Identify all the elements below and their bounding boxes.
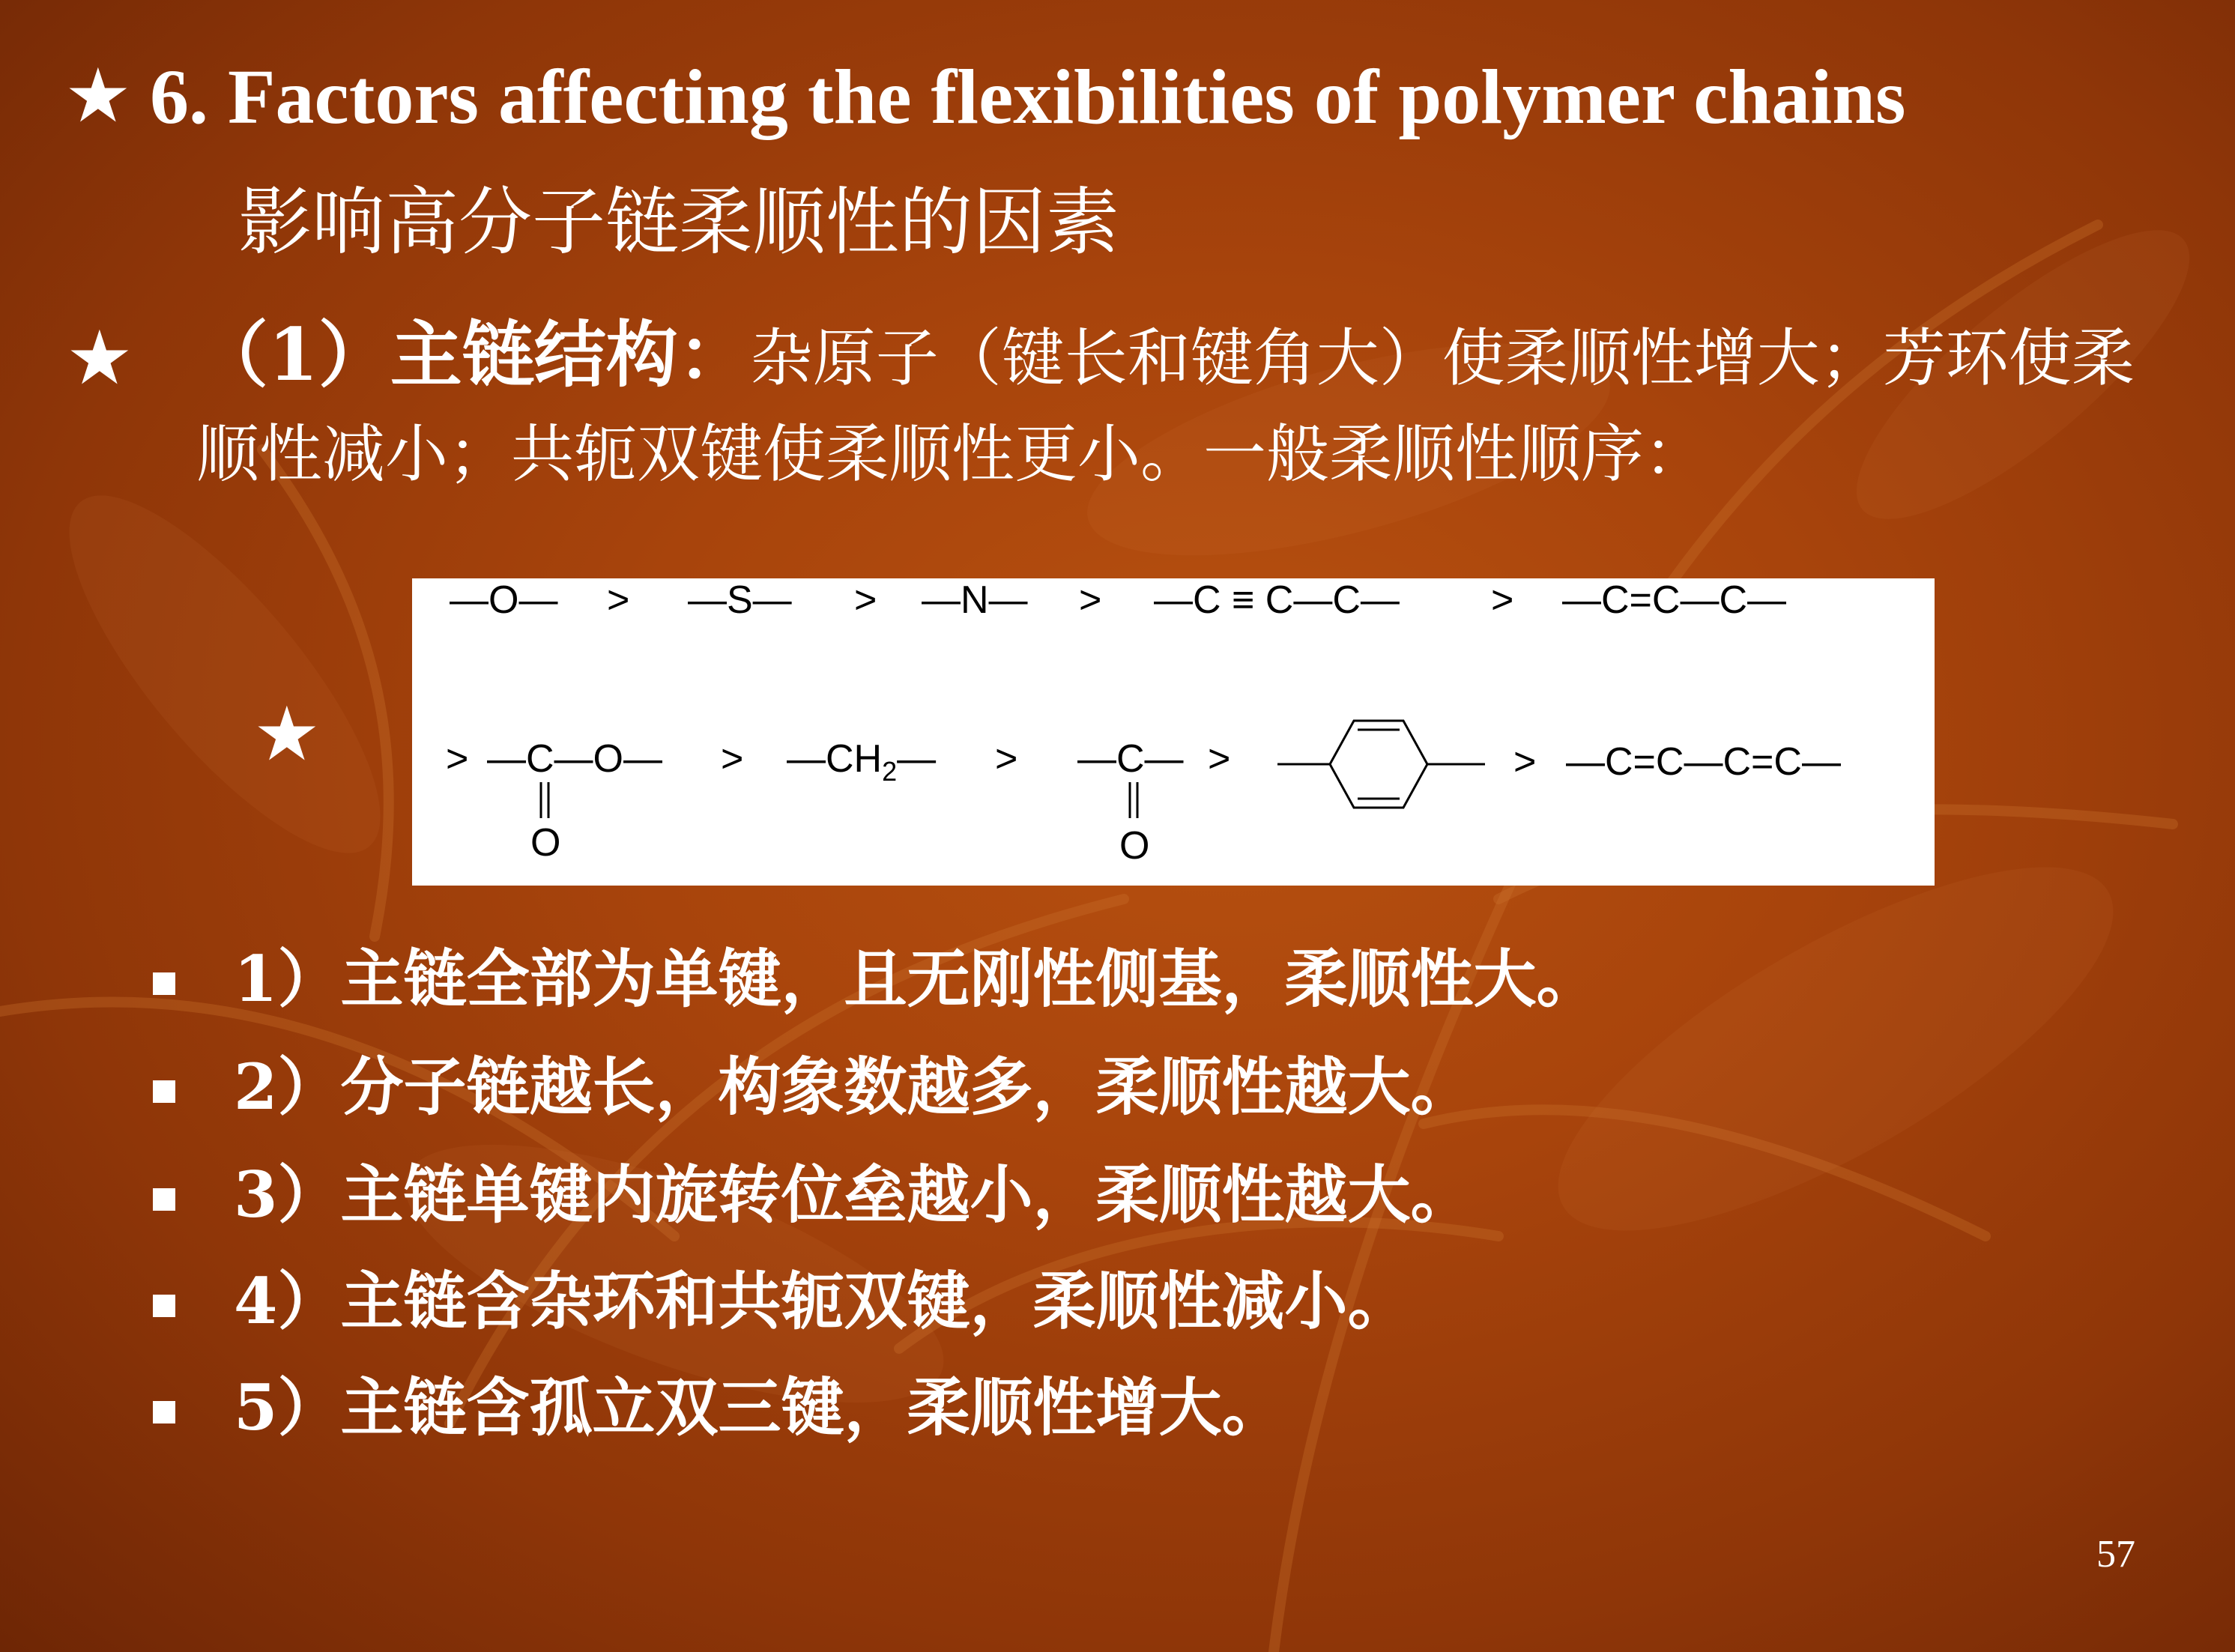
- bullet-text: 3）主链单键内旋转位垒越小，柔顺性越大。: [234, 1158, 1474, 1232]
- square-bullet-icon: [153, 1188, 175, 1211]
- black-star-icon: ★: [64, 52, 132, 139]
- conjugated-diene-linkage: —C=C—C=C—: [1566, 740, 1841, 784]
- slide-title: 6. Factors affecting the flexibilities of polymer chains: [150, 54, 1906, 140]
- greater-than-sign: >: [854, 578, 877, 622]
- bullet-text: 4）主链含杂环和共轭双键，柔顺性减小。: [234, 1264, 1411, 1338]
- bullet-text: 2）分子链越长，构象数越多，柔顺性越大。: [234, 1050, 1474, 1124]
- amine-linkage: —N—: [922, 578, 1028, 622]
- section-lead: （1）主链结构：: [196, 312, 750, 397]
- greater-than-sign: >: [1208, 737, 1231, 781]
- ketone-carbonyl-oxygen: O: [1119, 824, 1150, 868]
- greater-than-sign: >: [721, 737, 744, 781]
- greater-than-sign: >: [446, 737, 469, 781]
- thioether-linkage: —S—: [688, 578, 792, 622]
- greater-than-sign: >: [1491, 578, 1514, 622]
- greater-than-sign: >: [995, 737, 1018, 781]
- section-main-chain-structure: [196, 307, 2189, 502]
- formula-row-1: [450, 578, 1786, 622]
- section-text: 杂原子（键长和键角大）使柔顺性增大；芳环使柔顺性减小；共轭双键使柔顺性更小。一般柔顺性顺序：: [196, 321, 2135, 491]
- benzene-ring-icon: [1277, 721, 1485, 808]
- black-star-icon: ★: [253, 690, 321, 778]
- formula-row-2: [446, 721, 1841, 868]
- flexibility-order-formula: [412, 578, 1935, 886]
- methylene-linkage: $—CH_2—$: [787, 737, 937, 787]
- square-bullet-icon: [153, 1401, 175, 1423]
- bullet-text: 5）主链含孤立双三键，柔顺性增大。: [234, 1370, 1285, 1444]
- square-bullet-icon: [153, 1295, 175, 1317]
- bullet-text: 1）主链全部为单键，且无刚性侧基，柔顺性大。: [234, 942, 1600, 1016]
- carbonyl-linkage: —C—: [1077, 737, 1184, 781]
- square-bullet-icon: [153, 1080, 175, 1103]
- slide-subtitle: 影响高分子链柔顺性的因素: [238, 180, 1120, 265]
- double-bond-linkage: —C=C—C—: [1562, 578, 1787, 622]
- page-number: 57: [2096, 1533, 2135, 1576]
- triple-bond-linkage: —C ≡ C—C—: [1154, 578, 1400, 622]
- ester-carbonyl-oxygen: O: [530, 821, 561, 865]
- square-bullet-icon: [153, 972, 175, 995]
- black-star-icon: ★: [66, 314, 133, 402]
- ester-linkage: —C—O—: [487, 737, 662, 781]
- greater-than-sign: >: [607, 578, 630, 622]
- ether-linkage: —O—: [450, 578, 558, 622]
- greater-than-sign: >: [1079, 578, 1102, 622]
- greater-than-sign: >: [1513, 740, 1537, 784]
